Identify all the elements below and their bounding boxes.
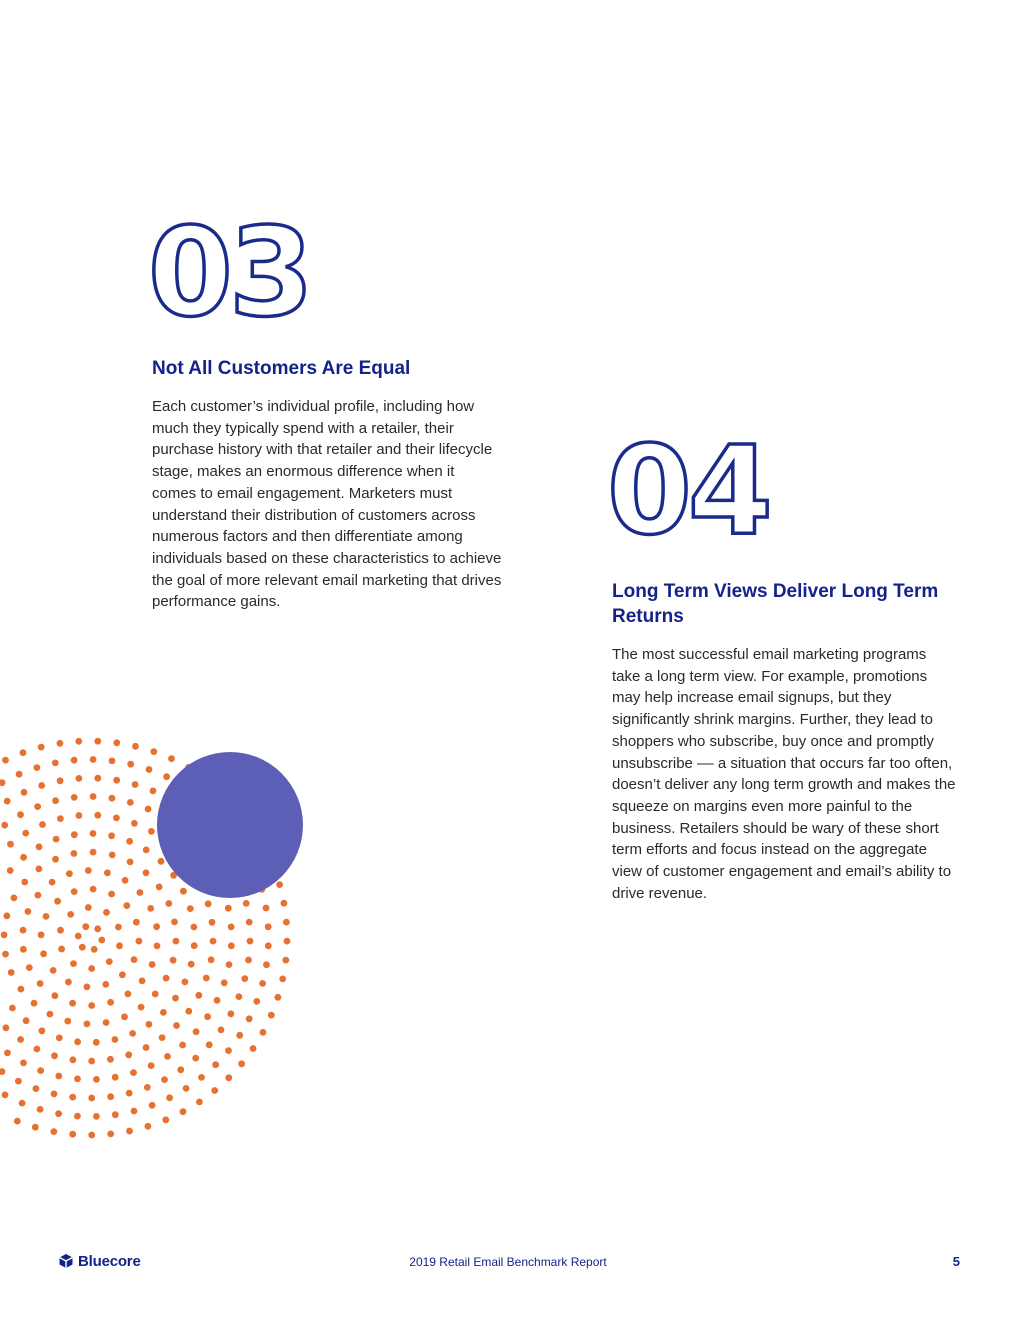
decor-dot [90,849,97,856]
decor-dot [228,924,235,931]
decor-dot [126,1090,133,1097]
decor-dot [283,919,290,926]
decor-dot [160,1009,167,1016]
decor-dot [107,1093,114,1100]
section-number-03: 03 [148,202,310,344]
decor-dot [21,789,28,796]
decor-dot [19,1100,26,1107]
decor-dot [109,795,116,802]
decor-dot [71,757,78,764]
decor-dot [196,1099,203,1106]
decor-dot [279,976,286,983]
decor-dot [129,1030,136,1037]
decor-dot [84,984,91,991]
decor-dot [265,942,272,949]
decor-dot [71,888,78,895]
decor-dot [146,766,153,773]
decor-dot [131,956,138,963]
decor-dot [34,803,41,810]
decor-dot [158,858,165,865]
purple-circle [157,752,303,898]
decor-dot [1,822,8,829]
decor-dot [0,779,6,786]
decor-dot [93,1113,100,1120]
section-body-03: Each customer’s individual profile, including how much they typically spend with a retailer, their purchase history with that retailer and their lifecycle stage, makes an enormous difference when it comes to email engagement. Marketers must understand their distribution of customers across numerous factors and then differentiate among individuals based on these characteristics to achieve the goal of more relevant email marketing that drives performance gains. [152,398,502,611]
decor-dot [7,867,14,874]
decor-dot [225,905,232,912]
decor-dot [228,942,235,949]
decor-dot [71,831,78,838]
decor-dot [152,991,159,998]
decor-dot [170,957,177,964]
decor-dot [228,1010,235,1017]
decor-dot [195,992,202,999]
decor-dot [122,877,129,884]
decor-dot [76,775,83,782]
decor-dot [35,892,42,899]
decor-dot [126,838,133,845]
decor-dot [22,830,29,837]
decor-dot [275,994,282,1001]
decor-dot [177,1066,184,1073]
decor-dot [52,992,59,999]
decor-dot [125,1051,132,1058]
decor-dot [132,781,139,788]
decor-dot [191,942,198,949]
decor-dot [198,1074,205,1081]
decor-dot [2,1092,9,1099]
decor-dot [32,1124,39,1131]
decor-dot [161,1076,168,1083]
decor-dot [23,1017,30,1024]
decor-dot [265,923,272,930]
decor-dot [106,958,113,965]
decor-dot [246,919,253,926]
decor-dot [238,1060,245,1067]
decor-dot [121,1013,128,1020]
decor-dot [82,923,89,930]
decor-dot [2,951,9,958]
decor-dot [36,866,43,873]
decor-dot [143,847,150,854]
decor-dot [52,760,59,767]
decor-dot [281,900,288,907]
decor-dot [52,856,59,863]
decor-dot [226,961,233,968]
decor-dot [132,743,139,750]
decor-dot [9,1005,16,1012]
decor-dot [209,919,216,926]
decor-dot [123,902,130,909]
decor-dot [98,937,105,944]
decor-dot [163,975,170,982]
decor-dot [108,891,115,898]
decor-dot [284,938,291,945]
decor-dot [112,1036,119,1043]
decor-dot [153,923,160,930]
decor-dot [183,1085,190,1092]
decor-dot [69,1131,76,1138]
decor-dot [56,1035,63,1042]
decor-dot [180,1108,187,1115]
decor-dot [208,956,215,963]
decor-dot [236,993,243,1000]
decor-dot [57,740,64,747]
decor-dot [88,1095,95,1102]
decor-dot [146,1021,153,1028]
bluecore-logo [58,1252,141,1270]
decor-dot [180,888,187,895]
decor-dot [187,905,194,912]
decor-dot [127,859,134,866]
decor-dot [102,981,109,988]
decorative-dot-circle-graphic [0,728,330,1158]
decor-dot [70,960,77,967]
decor-dot [47,1011,54,1018]
decor-dot [51,1091,58,1098]
decor-dot [38,744,45,751]
decor-dot [246,1015,253,1022]
decor-dot [159,1034,166,1041]
decor-dot [163,773,170,780]
decor-dot [20,749,27,756]
decor-dot [104,869,111,876]
decor-dot [182,979,189,986]
decor-dot [25,908,32,915]
decor-dot [94,775,101,782]
decor-dot [20,854,27,861]
decor-dot [88,1058,95,1065]
decor-dot [260,1029,267,1036]
decor-dot [171,919,178,926]
decor-dot [148,1062,155,1069]
decor-dot [210,938,217,945]
section-heading-03: Not All Customers Are Equal [152,358,411,379]
decor-dot [165,900,172,907]
decor-dot [37,1067,44,1074]
decor-dot [49,879,56,886]
decor-dot [90,830,97,837]
decor-dot [39,821,46,828]
decor-dot [179,1042,186,1049]
decor-dot [4,1050,11,1057]
decor-dot [205,900,212,907]
decor-dot [145,1123,152,1130]
report-title: 2019 Retail Email Benchmark Report [409,1255,607,1269]
decor-dot [69,1094,76,1101]
decor-dot [143,869,150,876]
decor-dot [131,1108,138,1115]
decor-dot [113,815,120,822]
decor-dot [188,961,195,968]
decor-dot [93,1039,100,1046]
decor-dot [38,782,45,789]
decor-dot [144,1084,151,1091]
decor-dot [16,771,23,778]
decor-dot [84,1021,91,1028]
decor-dot [52,797,59,804]
section-number-04: 04 [607,420,769,562]
decor-dot [4,912,11,919]
decor-dot [125,991,132,998]
decor-dot [136,938,143,945]
decor-dot [145,806,152,813]
decor-dot [107,1131,114,1138]
decor-dot [20,927,27,934]
decor-dot [164,1053,171,1060]
decor-dot [88,1002,95,1009]
decor-dot [94,812,101,819]
decor-dot [90,886,97,893]
decor-dot [150,788,157,795]
decor-dot [137,889,144,896]
decor-dot [276,881,283,888]
decor-dot [74,1076,81,1083]
section-body-04: The most successful email marketing programs take a long term view. For example, promotions may help increase email signups, but they significantly shrink margins. Further, they lead to shoppers who subscribe, buy once and promptly unsubscribe –– a situation that occurs far too often, doesn’t deliver any long term growth and makes the squeeze on margins even more painful to the business. Retailers should be wary of these short term efforts and focus instead on the aggregate view of customer engagement and email’s ability to drive revenue. [612,646,956,902]
decor-dot [75,933,82,940]
decor-dot [247,938,254,945]
decor-dot [31,1000,38,1007]
decor-dot [130,1069,137,1076]
decor-dot [67,911,74,918]
decor-dot [268,1012,275,1019]
decor-dot [109,758,116,765]
decor-dot [54,898,61,905]
decor-dot [64,1018,71,1025]
decor-dot [17,1036,24,1043]
decor-dot [203,975,210,982]
decor-dot [107,1056,114,1063]
decor-dot [55,1110,62,1117]
decor-dot [18,986,25,993]
decor-dot [38,932,45,939]
decor-dot [113,777,120,784]
decor-dot [173,938,180,945]
decor-dot [133,919,140,926]
decor-dot [112,1074,119,1081]
decor-dot [103,1019,110,1026]
decor-dot [147,905,154,912]
decor-dot [58,946,65,953]
decor-dot [15,1078,22,1085]
decor-dot [218,1027,225,1034]
decor-dot [7,841,14,848]
decor-dot [85,867,92,874]
decor-dot [70,1056,77,1063]
decor-dot [53,836,60,843]
decor-dot [55,1073,62,1080]
decor-dot [94,925,101,932]
decor-dot [127,799,134,806]
decor-dot [211,1087,218,1094]
decor-dot [26,964,33,971]
decor-dot [90,793,97,800]
decor-dot [79,944,86,951]
decor-dot [36,843,43,850]
decor-dot [253,998,260,1005]
decor-dot [40,950,47,957]
decor-dot [172,995,179,1002]
decor-dot [71,794,78,801]
decor-dot [65,979,72,986]
decor-dot [74,1038,81,1045]
decor-dot [50,967,57,974]
decor-dot [1,932,8,939]
decor-dot [263,961,270,968]
decor-dot [214,997,221,1004]
decor-dot [162,1116,169,1123]
decor-dot [236,1032,243,1039]
decor-dot [2,757,9,764]
decor-dot [20,1060,27,1067]
decor-dot [259,980,266,987]
decor-dot [112,1111,119,1118]
decor-dot [119,971,126,978]
decor-dot [154,943,161,950]
decor-dot [185,1008,192,1015]
decor-dot [241,975,248,982]
decor-dot [93,1076,100,1083]
decor-dot [150,748,157,755]
decor-dot [116,942,123,949]
decor-dot [14,1118,21,1125]
decor-dot [90,756,97,763]
decor-dot [0,1068,5,1075]
decor-dot [57,927,64,934]
decor-dot [11,895,18,902]
decor-dot [245,957,252,964]
decor-dot [166,1094,173,1101]
decor-dot [71,850,78,857]
decor-dot [263,905,270,912]
decor-dot [115,924,122,931]
decor-dot [243,900,250,907]
decor-dot [91,946,98,953]
decor-dot [66,870,73,877]
decor-dot [131,820,138,827]
decor-dot [108,832,115,839]
decor-dot [33,1085,40,1092]
decor-dot [103,909,110,916]
decor-dot [156,884,163,891]
decor-dot [173,1022,180,1029]
decor-dot [51,1052,58,1059]
decor-dot [94,738,101,745]
decor-dot [37,980,44,987]
decor-dot [3,1024,10,1031]
decor-dot [212,1061,219,1068]
decor-dot [225,1047,232,1054]
decor-dot [37,1106,44,1113]
decor-dot [57,815,64,822]
decor-dot [34,1046,41,1053]
section-heading-04: Long Term Views Deliver Long Term Returns [612,581,939,627]
decor-dot [88,965,95,972]
decor-dot [206,1041,213,1048]
decor-dot [139,978,146,985]
decor-dot [107,999,114,1006]
decor-dot [34,764,41,771]
decor-dot [204,1013,211,1020]
decor-dot [8,969,15,976]
decor-dot [88,1132,95,1139]
page-number: 5 [952,1254,960,1269]
decor-dot [43,913,50,920]
decor-dot [149,1102,156,1109]
decor-dot [282,957,289,964]
logo-text: Bluecore [78,1252,141,1270]
decor-dot [149,961,156,968]
decor-dot [76,812,83,819]
bluecore-cube-icon [58,1253,74,1269]
decor-dot [20,946,27,953]
decor-dot [143,1044,150,1051]
decor-dot [113,739,120,746]
decor-dot [85,904,92,911]
decor-dot [21,879,28,886]
decor-dot [193,1028,200,1035]
decor-dot [191,924,198,931]
decor-dot [50,1128,57,1135]
decor-dot [4,798,11,805]
decor-dot [69,1000,76,1007]
decor-dot [221,979,228,986]
decor-dot [57,777,64,784]
decor-dot [74,1113,81,1120]
decor-dot [39,1027,46,1034]
decor-dot [75,738,82,745]
decor-dot [17,811,24,818]
decor-dot [127,761,134,768]
decor-dot [225,1074,232,1081]
decor-dot [168,755,175,762]
decor-dot [126,1128,133,1135]
decor-dot [148,828,155,835]
decor-dot [138,1004,145,1011]
decor-dot [250,1045,257,1052]
decor-dot [192,1055,199,1062]
decor-dot [109,852,116,859]
